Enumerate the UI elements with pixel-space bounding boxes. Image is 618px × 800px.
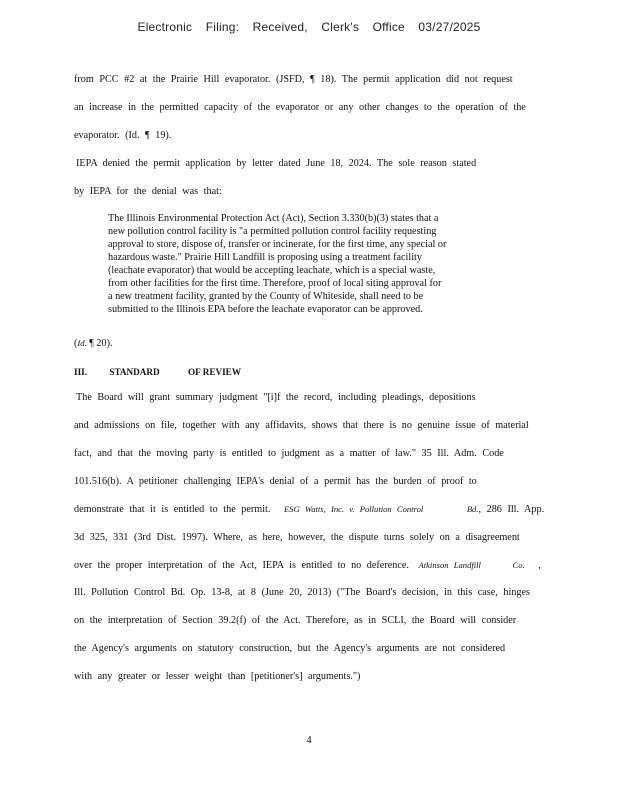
quote-line: hazardous waste." Prairie Hill Landfill is proposing using a treatment facility xyxy=(108,252,422,263)
citation-rest: ¶ 20). xyxy=(89,338,113,349)
body-line: fact, and that the moving party is entitled to judgment as a matter of law." 35 Ill. Adm. Code xyxy=(74,448,504,459)
section-number: III. xyxy=(74,367,88,377)
body-line: evaporator. (Id. ¶ 19). xyxy=(74,130,172,141)
case-name: Co. xyxy=(512,560,525,570)
text-segment: demonstrate that it is entitled to the permit. xyxy=(74,504,271,515)
body-line: with any greater or lesser weight than [petitioner's] arguments.") xyxy=(74,671,361,682)
text-segment: , xyxy=(538,560,541,571)
section-title-b: OF REVIEW xyxy=(188,367,242,377)
body-line: an increase in the permitted capacity of the evaporator or any other changes to the operation of the xyxy=(74,102,526,113)
text-segment: , 286 Ill. App. xyxy=(478,504,545,515)
section-title-a: STANDARD xyxy=(109,367,160,377)
body-line xyxy=(74,504,544,515)
body-line: 3d 325, 331 (3rd Dist. 1997). Where, as here, however, the dispute turns solely on a disagreement xyxy=(74,532,520,543)
case-name: Bd. xyxy=(466,504,479,514)
quote-line: (leachate evaporator) that would be accepting leachate, which is a special waste, xyxy=(108,265,436,276)
body-line: Ill. Pollution Control Bd. Op. 13-8, at 8 (June 20, 2013) ("The Board's decision, in this case, hinges xyxy=(74,587,530,598)
filing-stamp-header: Electronic Filing: Received, Clerk's Office 03/27/2025 xyxy=(137,20,481,34)
quote-line: submitted to the Illinois EPA before the leachate evaporator can be approved. xyxy=(108,304,423,315)
quote-line: a new treatment facility, granted by the County of Whiteside, shall need to be xyxy=(108,291,424,302)
body-line: IEPA denied the permit application by letter dated June 18, 2024. The sole reason stated xyxy=(76,158,477,169)
case-name: Atkinson Landfill xyxy=(418,560,481,570)
quote-line: from other facilities for the first time. Therefore, proof of local siting approval for xyxy=(108,278,442,289)
body-line: from PCC #2 at the Prairie Hill evaporator. (JSFD, ¶ 18). The permit application did not request xyxy=(74,74,513,85)
quote-line: The Illinois Environmental Protection Act (Act), Section 3.330(b)(3) states that a xyxy=(108,213,439,224)
page-number: 4 xyxy=(306,735,312,746)
citation-id: Id. xyxy=(77,338,87,348)
text-segment: over the proper interpretation of the Act, IEPA is entitled to no deference. xyxy=(74,560,409,571)
body-line: 101.516(b). A petitioner challenging IEPA's denial of a permit has the burden of proof to xyxy=(74,476,477,487)
body-line: by IEPA for the denial was that: xyxy=(74,186,222,197)
quote-line: new pollution control facility is "a permitted pollution control facility requesting xyxy=(108,226,437,237)
case-name: ESG Watts, Inc. v. Pollution Control xyxy=(283,504,424,514)
citation: (Id. ¶ 20). xyxy=(74,338,113,349)
body-line: The Board will grant summary judgment "[i]f the record, including pleadings, depositions xyxy=(76,392,476,403)
body-line: and admissions on file, together with any affidavits, shows that there is no genuine issue of material xyxy=(74,420,529,431)
body-line: the Agency's arguments on statutory construction, but the Agency's arguments are not considered xyxy=(74,643,506,654)
section-heading xyxy=(74,367,241,377)
body-line: on the interpretation of Section 39.2(f) of the Act. Therefore, as in SCLI, the Board will consider xyxy=(74,615,517,626)
quote-line: approval to store, dispose of, transfer or incinerate, for the first time, any special or xyxy=(108,239,447,250)
body-line xyxy=(74,560,541,571)
